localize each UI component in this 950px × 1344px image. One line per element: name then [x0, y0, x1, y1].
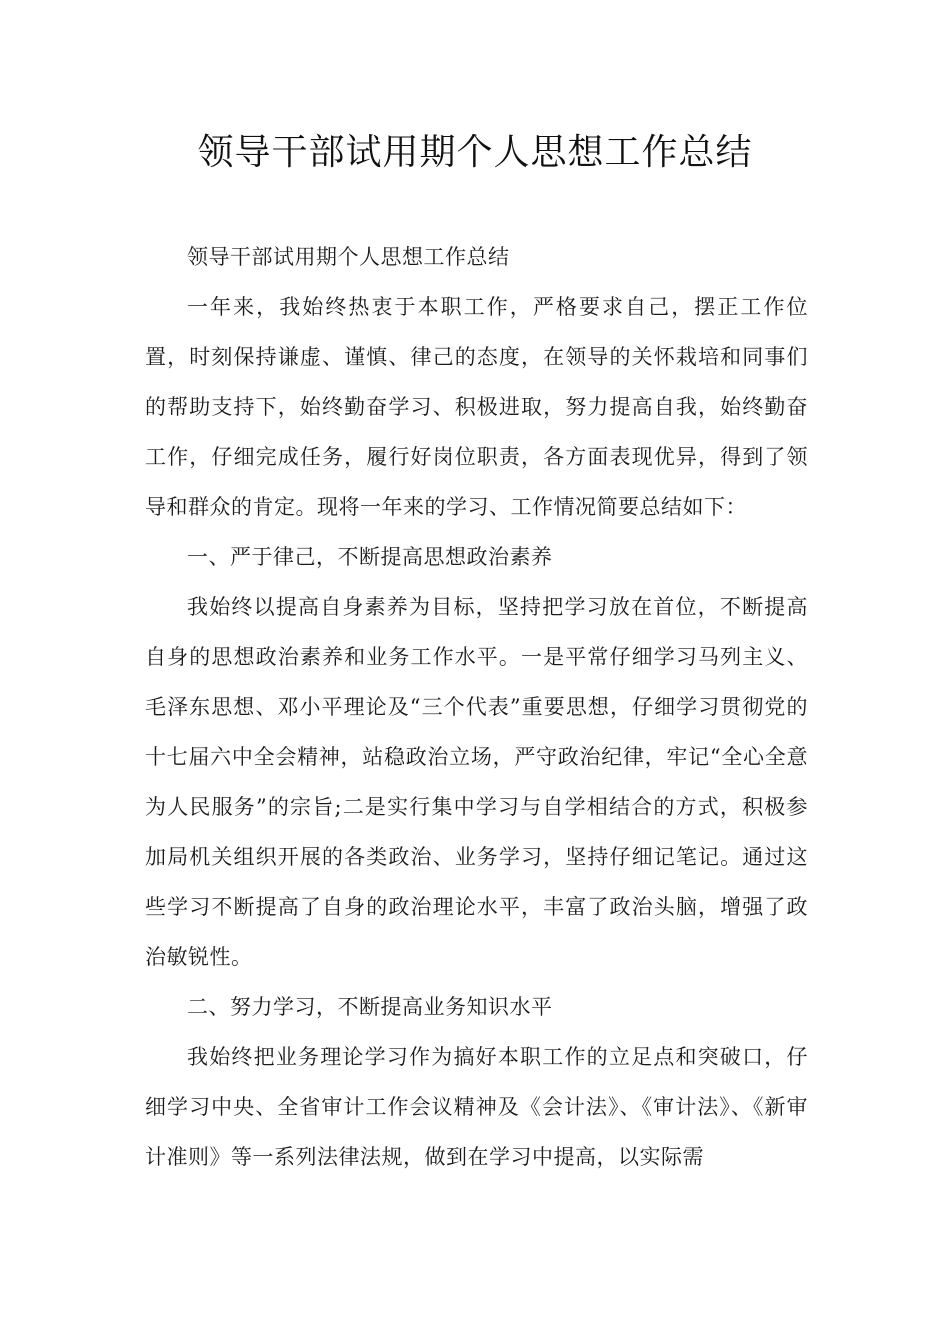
section-heading-2: 二、努力学习，不断提高业务知识水平 — [187, 995, 553, 1019]
document-title: 领导干部试用期个人思想工作总结 — [197, 132, 753, 173]
document-body — [145, 232, 808, 1182]
body-subtitle-paragraph: 领导干部试用期个人思想工作总结 — [187, 245, 510, 269]
intro-paragraph: 一年来，我始终热衷于本职工作，严格要求自己，摆正工作位置，时刻保持谦虚、谨慎、律己的态度，在领导的关怀栽培和同事们的帮助支持下，始终勤奋学习、积极进取，努力提高自我，始终勤奋工作，仔细完成任务，履行好岗位职责，各方面表现优异，得到了领导和群众的肯定。现将一年来的学习、工作情况简要总结如下： — [145, 295, 808, 519]
section-2-paragraph: 我始终把业务理论学习作为搞好本职工作的立足点和突破口，仔细学习中央、全省审计工作会议精神及《会计法》、《审计法》、《新审计准则》等一系列法律法规，做到在学习中提高，以实际需 — [145, 1045, 808, 1169]
section-heading-1: 一、严于律己，不断提高思想政治素养 — [187, 545, 553, 569]
section-1-paragraph: 我始终以提高自身素养为目标，坚持把学习放在首位，不断提高自身的思想政治素养和业务工作水平。一是平常仔细学习马列主义、毛泽东思想、邓小平理论及“三个代表”重要思想，仔细学习贯彻党的十七届六中全会精神，站稳政治立场，严守政治纪律，牢记“全心全意为人民服务”的宗旨;二是实行集中学习与自学相结合的方式，积极参加局机关组织开展的各类政治、业务学习，坚持仔细记笔记。通过这些学习不断提高了自身的政治理论水平，丰富了政治头脑，增强了政治敏锐性。 — [145, 595, 808, 969]
